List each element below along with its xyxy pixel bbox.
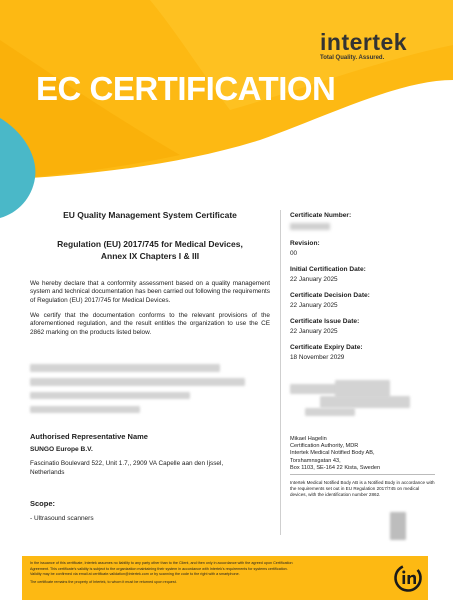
certificate-title: EU Quality Management System Certificate <box>63 210 237 220</box>
intertek-wordmark: intertek <box>320 29 408 55</box>
initial-certification-value: 22 January 2025 <box>290 276 338 283</box>
expiry-date-label: Certificate Expiry Date: <box>290 344 363 351</box>
address-line-2: Netherlands <box>30 469 65 476</box>
redacted-certificate-number <box>290 223 330 230</box>
issue-date-label: Certificate Issue Date: <box>290 318 360 325</box>
column-divider <box>280 210 281 535</box>
authorised-rep-address <box>30 459 280 477</box>
redacted-organization <box>30 364 270 414</box>
revision-value: 00 <box>290 250 298 257</box>
initial-certification-label: Initial Certification Date: <box>290 266 366 273</box>
signatory-city: Box 1103, SE-164 22 Kista, Sweden <box>290 464 381 471</box>
scope-heading: Scope: <box>30 499 56 508</box>
footer-line-4: The certificate remains the property of Intertek, to whom it must be returned upon request. <box>30 579 177 584</box>
intertek-logo <box>320 30 432 61</box>
page-title: EC CERTIFICATION <box>36 70 336 107</box>
regulation-heading <box>30 238 270 262</box>
teal-arc-decoration <box>0 118 40 218</box>
intertek-round-icon <box>392 562 424 594</box>
certification-paragraph: We certify that the documentation conforms to the relevant provisions of the aforementioned regulation, and the result entitles the organization to use the CE 2862 marking on the products listed below. <box>30 312 270 336</box>
authorised-rep-company: SUNGO Europe B.V. <box>30 446 93 453</box>
footer-text <box>30 561 375 585</box>
signatory-title: Certification Authority, MDR <box>290 443 359 450</box>
decision-date-label: Certificate Decision Date: <box>290 292 370 299</box>
intertek-tagline: Total Quality. Assured. <box>320 55 385 61</box>
footer-line-2: Agreement. This certificate's validity is subject to the organization maintaining their system in accordance with Intertek's requirements for systems certification. <box>30 566 288 571</box>
regulation-line-1: Regulation (EU) 2017/745 for Medical Devices, <box>57 239 243 249</box>
redacted-signature <box>290 380 430 420</box>
signatory-name: Mikael Hagelin <box>290 436 327 442</box>
issue-date-value: 22 January 2025 <box>290 328 338 335</box>
declaration-paragraph: We hereby declare that a conformity assessment based on a quality management system and technical documentation has been carried out following the requirements of Regulation (EU) 2017/745 for Medical Devices. <box>30 280 270 304</box>
notified-body-note: Intertek Medical Notified Body AB is a Notified Body in accordance with the requirements set out in EU Regulation 2017/745 on medical devices, with the identification number 2862. <box>290 480 435 497</box>
signatory-org: Intertek Medical Notified Body AB, <box>290 450 375 457</box>
decision-date-value: 22 January 2025 <box>290 302 338 309</box>
signatory-block <box>290 436 450 472</box>
signatory-rule <box>290 474 435 475</box>
signatory-street: Torshamnsgatan 43, <box>290 457 341 464</box>
redacted-qr-code <box>390 512 406 540</box>
revision-label: Revision: <box>290 240 320 247</box>
address-line-1: Fascinatio Boulevard 522, Unit 1.7,, 2909 VA Capelle aan den Ijssel, <box>30 460 224 467</box>
certificate-number-label: Certificate Number: <box>290 212 352 219</box>
footer-line-3: Validity may be confirmed via email at certificate.validation@intertek.com or by scanning the code to the right with a smartphone. <box>30 572 240 577</box>
regulation-line-2: Annex IX Chapters I & III <box>100 251 200 261</box>
scope-item: - Ultrasound scanners <box>30 515 94 522</box>
authorised-rep-heading: Authorised Representative Name <box>30 432 148 441</box>
expiry-date-value: 18 November 2029 <box>290 354 345 361</box>
footer-line-1: In the issuance of this certificate, Intertek assumes no liability to any party other than to the Client, and then only in accordance with the agreed upon Certification <box>30 561 293 565</box>
